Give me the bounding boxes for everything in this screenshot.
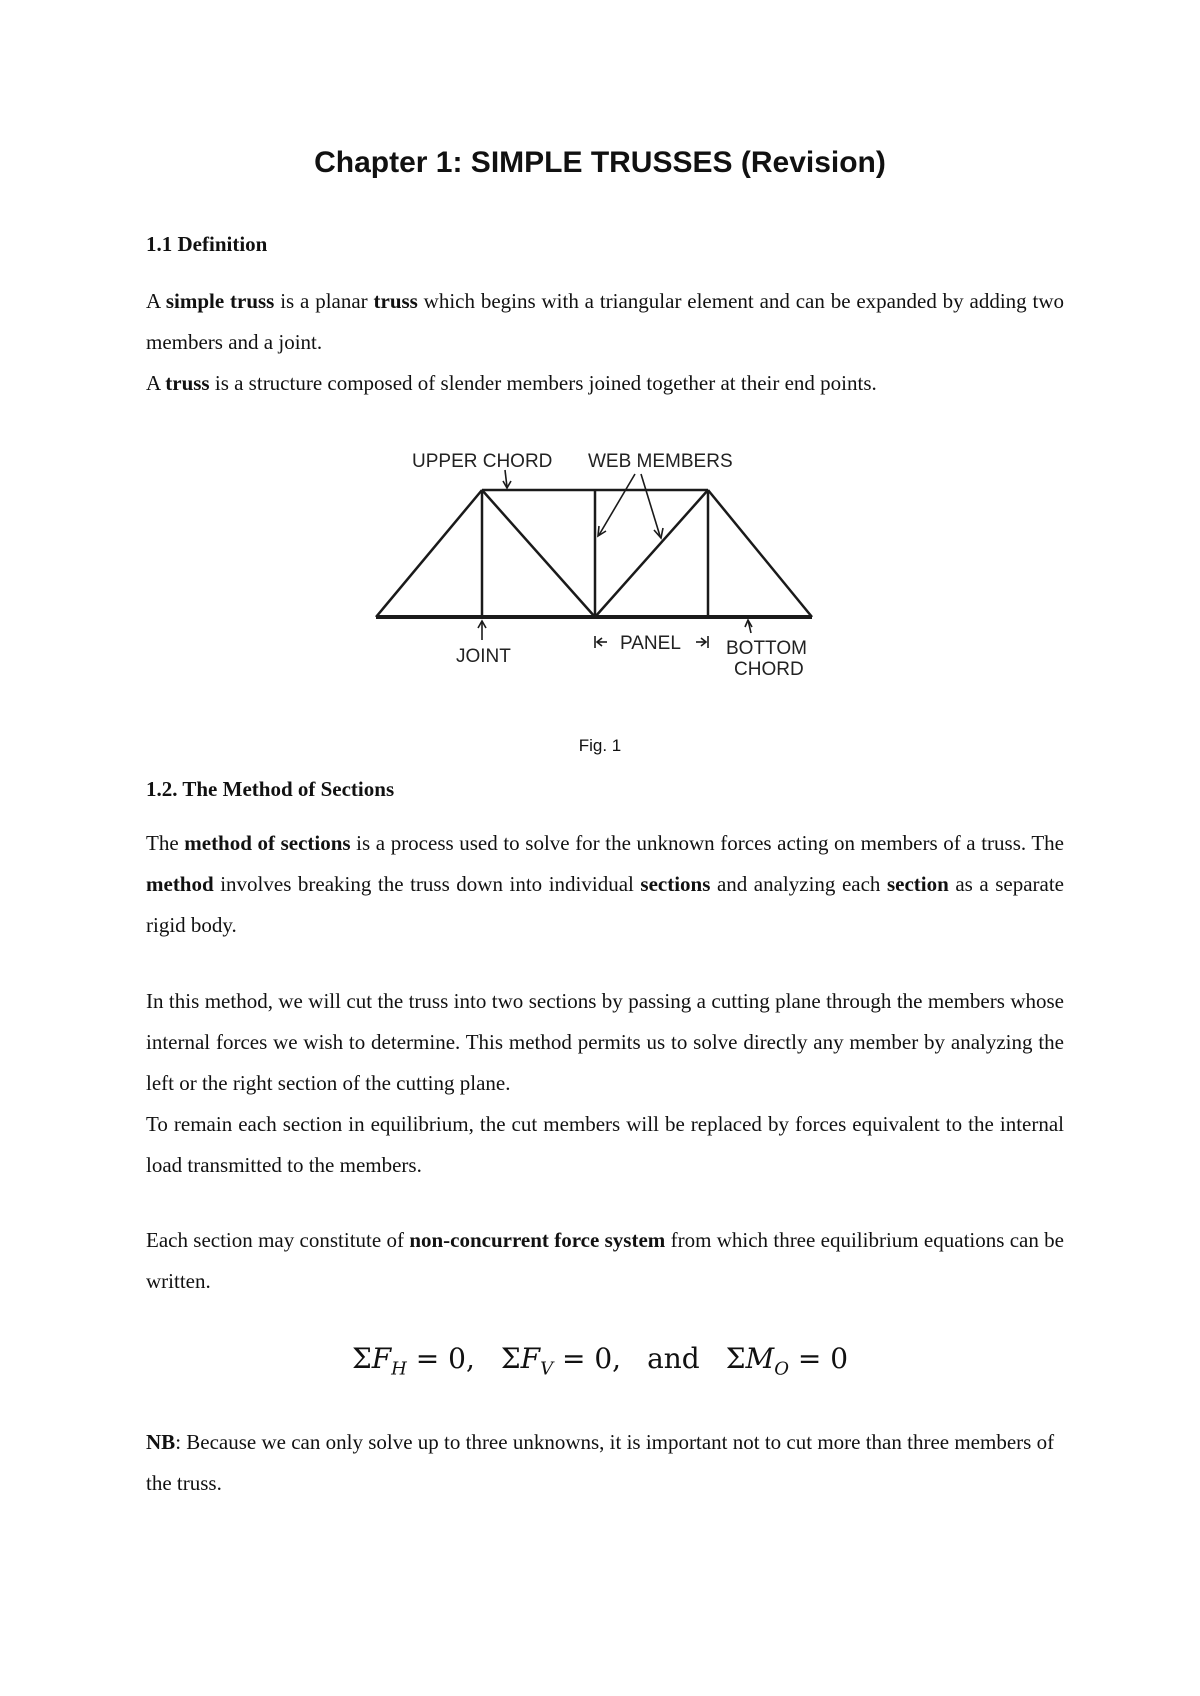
method-paragraph xyxy=(146,823,1064,946)
section-heading-method-of-sections: 1.2. The Method of Sections xyxy=(146,777,395,801)
truss-members xyxy=(376,490,812,617)
bold-term: method xyxy=(146,872,214,896)
web-diagonal xyxy=(482,490,595,617)
end-diagonal-left xyxy=(376,490,482,617)
text-run: involves breaking the truss down into individual xyxy=(213,872,641,896)
text-run: : Because we can only solve up to three unknowns, it is important not to cut more than three members of the truss. xyxy=(146,1430,1055,1495)
text-run: as a separate rigid body. xyxy=(146,872,1064,937)
sigma-symbol: Σ xyxy=(725,1342,746,1375)
text-run: is a structure composed of slender members joined together at their end points. xyxy=(209,371,877,395)
text-run: and analyzing each xyxy=(710,872,887,896)
bold-term: section xyxy=(886,872,949,896)
equation-equals: = 0, xyxy=(406,1342,475,1375)
label-panel: PANEL xyxy=(620,633,681,654)
force-system-paragraph xyxy=(146,1220,1064,1302)
truss-figure xyxy=(370,440,830,680)
sigma-symbol: Σ xyxy=(351,1342,372,1375)
bold-term: truss xyxy=(373,289,418,313)
equation-variable: F xyxy=(371,1342,392,1375)
sigma-symbol: Σ xyxy=(500,1342,521,1375)
equilibrium-equations xyxy=(0,1342,1200,1380)
label-chord: CHORD xyxy=(734,659,804,680)
equation-subscript: H xyxy=(391,1358,407,1380)
equation-equals: = 0 xyxy=(788,1342,849,1375)
web-member-arrow xyxy=(599,474,635,535)
nb-paragraph xyxy=(146,1422,1064,1504)
page-title: Chapter 1: SIMPLE TRUSSES (Revision) xyxy=(314,146,886,179)
label-upper-chord: UPPER CHORD xyxy=(412,451,553,472)
label-joint: JOINT xyxy=(456,646,511,667)
equation-subscript: V xyxy=(540,1358,554,1380)
bold-term: sections xyxy=(640,872,711,896)
truss-diagram xyxy=(370,440,830,680)
bold-term: simple truss xyxy=(165,289,275,313)
text-run: To remain each section in equilibrium, the cut members will be replaced by forces equivalent to the internal load transmitted to the members. xyxy=(146,1112,1064,1177)
web-member-arrow xyxy=(641,474,660,536)
text-run: is a process used to solve for the unknown forces acting on members of a truss. The xyxy=(350,831,1064,855)
end-diagonal-right xyxy=(708,490,812,617)
section-heading-definition: 1.1 Definition xyxy=(146,232,268,256)
figure-caption: Fig. 1 xyxy=(578,736,622,755)
text-run: In this method, we will cut the truss into two sections by passing a cutting plane through the members whose internal forces we wish to determine. This method permits us to solve directly any member by analyzing the left or the right section of the cutting plane. xyxy=(146,989,1064,1095)
text-run: from which three equilibrium equations can be written. xyxy=(146,1228,1064,1293)
equation-subscript: O xyxy=(774,1358,789,1380)
truss-definition-paragraph xyxy=(146,363,1064,404)
equation-and: and xyxy=(647,1342,700,1375)
text-run: A xyxy=(146,289,166,313)
bold-term: non-concurrent force system xyxy=(409,1228,666,1252)
label-arrows xyxy=(478,470,752,648)
equation-variable: M xyxy=(745,1342,775,1375)
bold-term: NB xyxy=(146,1430,176,1454)
equation-variable: F xyxy=(520,1342,541,1375)
text-run: is a planar xyxy=(274,289,374,313)
bold-term: truss xyxy=(165,371,210,395)
text-run: A xyxy=(146,371,166,395)
text-run: which begins with a triangular element and can be expanded by adding two members and a joint. xyxy=(146,289,1064,354)
equation-equals: = 0, xyxy=(553,1342,622,1375)
text-run: Each section may constitute of xyxy=(146,1228,410,1252)
bold-term: method of sections xyxy=(184,831,351,855)
label-bottom: BOTTOM xyxy=(726,638,807,659)
label-web-members: WEB MEMBERS xyxy=(588,451,733,472)
cutting-plane-paragraph xyxy=(146,981,1064,1186)
definition-paragraph xyxy=(146,281,1064,363)
text-run: The xyxy=(146,831,185,855)
